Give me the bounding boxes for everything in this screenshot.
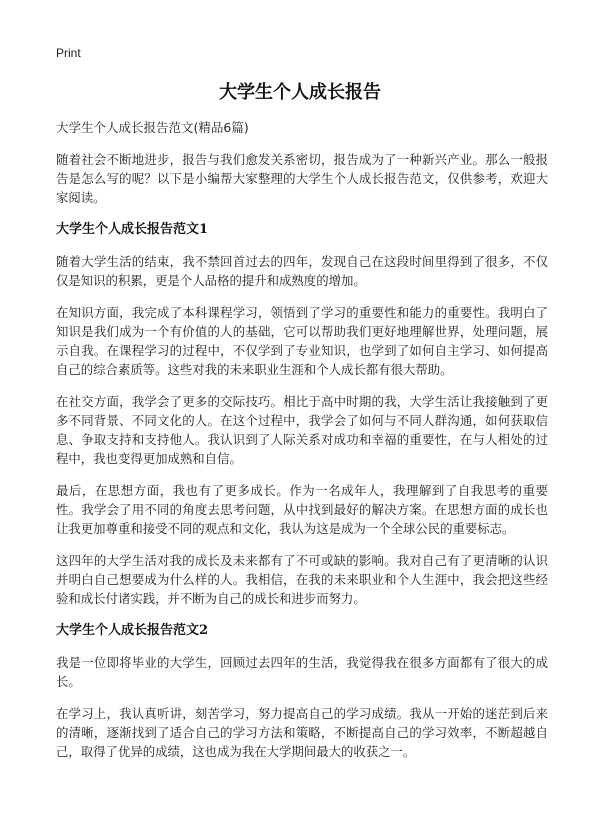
- section-2-paragraph-1: 我是一位即将毕业的大学生，回顾过去四年的生活，我觉得我在很多方面都有了很大的成长。: [56, 655, 548, 689]
- document-title: 大学生个人成长报告: [219, 82, 381, 103]
- section-1-paragraph-2: 在知识方面，我完成了本科课程学习，领悟到了学习的重要性和能力的重要性。我明白了知识是我们成为一个有价值的人的基础，它可以帮助我们更好地理解世界，处理问题，展示自我。在课程学习的过程中，不仅学到了专业知识，也学到了如何自主学习、如何提高自己的综合素质等。这些对我的未来职业生涯和个人成长都有很大帮助。: [56, 305, 548, 377]
- section-1-paragraph-1: 随着大学生活的结束，我不禁回首过去的四年，发现自己在这段时间里得到了很多，不仅仅是知识的积累，更是个人品格的提升和成熟度的增加。: [56, 254, 548, 288]
- section-heading-2: 大学生个人成长报告范文2: [56, 623, 209, 638]
- section-heading-1: 大学生个人成长报告范文1: [56, 222, 209, 237]
- document-subtitle: 大学生个人成长报告范文(精品6篇): [56, 120, 249, 135]
- section-1-paragraph-5: 这四年的大学生活对我的成长及未来都有了不可或缺的影响。我对自己有了更清晰的认识并明白自己想要成为什么样的人。我相信，在我的未来职业和个人生涯中，我会把这些经验和成长付诸实践，并不断为自己的成长和进步而努力。: [56, 553, 548, 606]
- print-link[interactable]: Print: [56, 46, 81, 60]
- section-1-paragraph-3: 在社交方面，我学会了更多的交际技巧。相比于高中时期的我，大学生活让我接触到了更多不同背景、不同文化的人。在这个过程中，我学会了如何与不同人群沟通，如何获取信息、争取支持和支持他人。我认识到了人际关系对成功和幸福的重要性，在与人相处的过程中，我也变得更加成熟和自信。: [56, 394, 548, 466]
- section-1-paragraph-4: 最后，在思想方面，我也有了更多成长。作为一名成年人，我理解到了自我思考的重要性。我学会了用不同的角度去思考问题，从中找到最好的解决方案。在思想方面的成长也让我更加尊重和接受不同的观点和文化，我认为这是成为一个全球公民的重要标志。: [56, 483, 548, 536]
- section-2-paragraph-2: 在学习上，我认真听讲，刻苦学习，努力提高自己的学习成绩。我从一开始的迷茫到后来的清晰，逐渐找到了适合自己的学习方法和策略，不断提高自己的学习效率，不断超越自己，取得了优异的成绩，这也成为我在大学期间最大的收获之一。: [56, 706, 548, 759]
- document-body: [56, 119, 548, 774]
- intro-paragraph: 随着社会不断地进步，报告与我们愈发关系密切，报告成为了一种新兴产业。那么一般报告是怎么写的呢？以下是小编帮大家整理的大学生个人成长报告范文，仅供参考，欢迎大家阅读。: [56, 152, 548, 205]
